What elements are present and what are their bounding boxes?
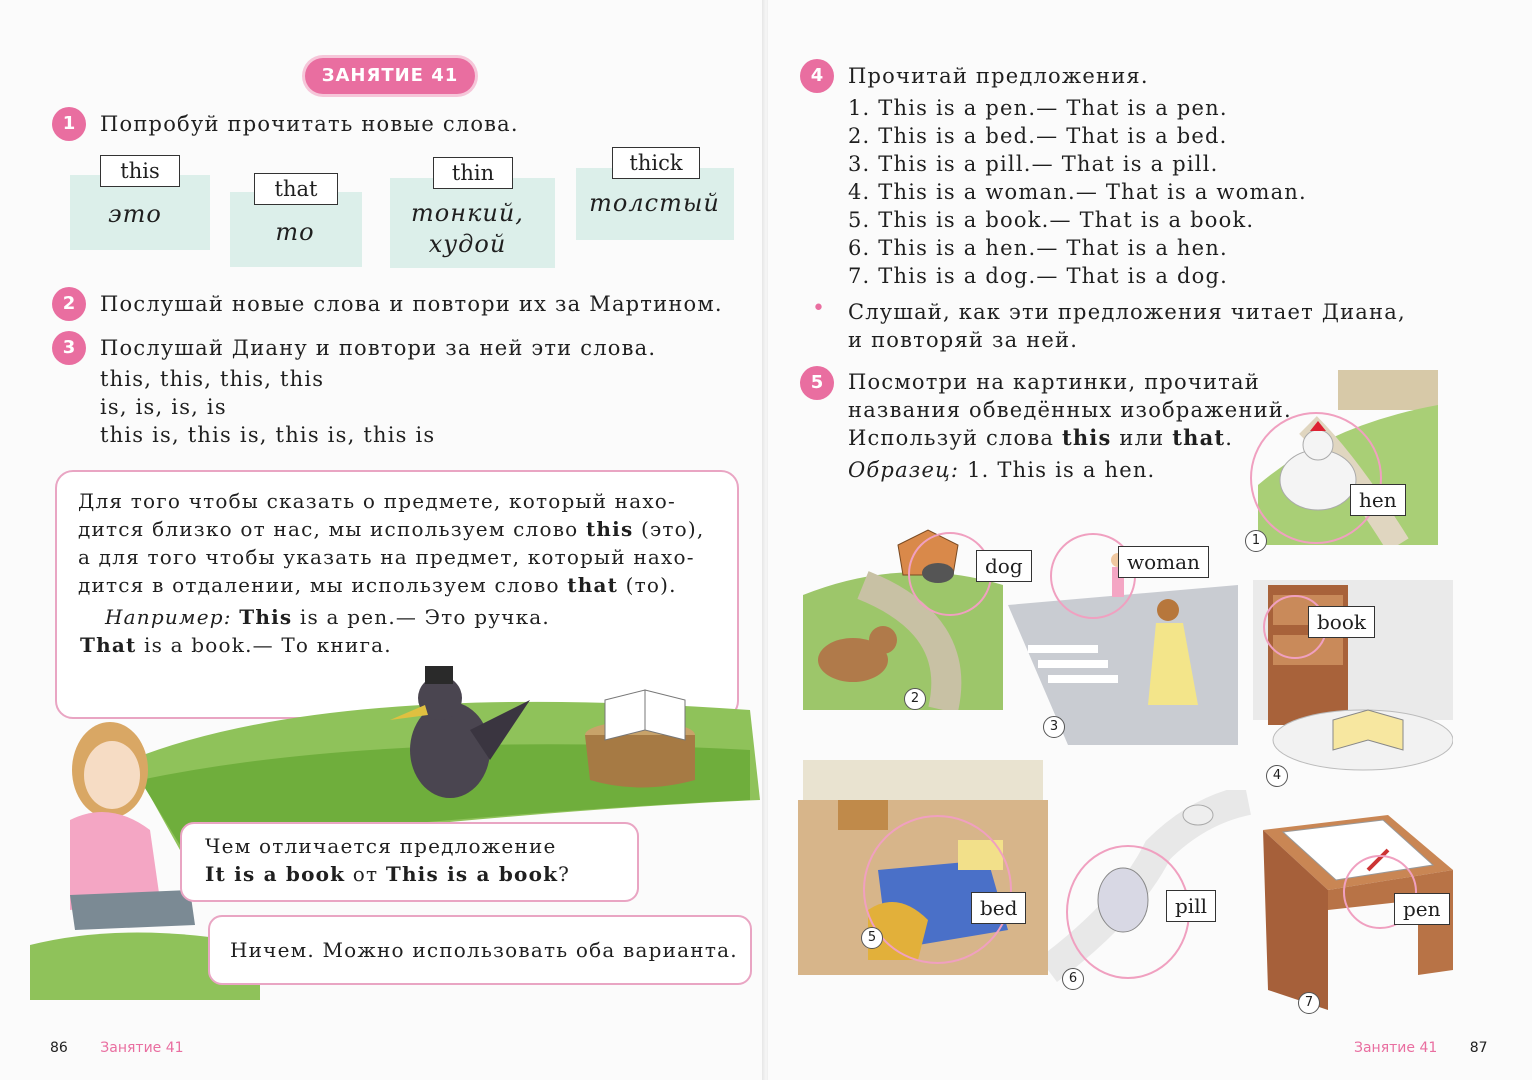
sentence-7: 7. This is a dog.— That is a dog.	[848, 264, 1228, 288]
picture-number-1: 1	[1245, 530, 1267, 552]
sentence-1: 1. This is a pen.— That is a pen.	[848, 96, 1228, 120]
picture-number-4: 4	[1266, 765, 1288, 787]
picture-number-2: 2	[904, 688, 926, 710]
label-pen: pen	[1394, 893, 1450, 925]
exercise-1-instruction: Попробуй прочитать новые слова.	[100, 112, 519, 136]
lesson-header: ЗАНЯТИЕ 41	[305, 58, 475, 94]
left-footer	[50, 1040, 184, 1056]
footer-lesson: Занятие 41	[100, 1040, 184, 1056]
picture-number-5: 5	[861, 927, 883, 949]
translation-thin-2: худой	[428, 230, 507, 258]
rule-example-2: That is a book.— То книга.	[80, 633, 392, 657]
label-woman: woman	[1118, 546, 1209, 578]
exercise-3-line-1: this, this, this, this	[100, 367, 325, 391]
exercise-5-line-1: Посмотри на картинки, прочитай	[848, 370, 1260, 394]
highlight-circle-hen	[1250, 412, 1382, 544]
exercise-2-number: 2	[52, 287, 86, 321]
picture-number-3: 3	[1043, 716, 1065, 738]
translation-this: это	[108, 200, 162, 228]
listen-line-2: и повторяй за ней.	[848, 328, 1079, 352]
exercise-5-sample: Образец: 1. This is a hen.	[848, 458, 1156, 482]
exercise-3-line-2: is, is, is, is	[100, 395, 227, 419]
question-line-1: Чем отличается предложение	[205, 834, 557, 858]
answer-text: Ничем. Можно использовать оба варианта.	[230, 938, 738, 962]
right-footer	[1354, 1040, 1488, 1056]
rule-line-3: а для того чтобы указать на предмет, который нахо-	[78, 545, 695, 569]
rule-line-1: Для того чтобы сказать о предмете, который нахо-	[78, 489, 677, 513]
bullet-icon: •	[812, 296, 825, 321]
exercise-4-number: 4	[800, 59, 834, 93]
exercise-3-instruction: Послушай Диану и повтори за ней эти слова.	[100, 336, 657, 360]
page-number: 86	[50, 1040, 68, 1056]
exercise-3-line-3: this is, this is, this is, this is	[100, 423, 436, 447]
sentence-4: 4. This is a woman.— That is a woman.	[848, 180, 1307, 204]
exercise-4-instruction: Прочитай предложения.	[848, 64, 1149, 88]
rule-line-4: дится в отдалении, мы используем слово that (то).	[78, 573, 677, 597]
exercise-5-number: 5	[800, 366, 834, 400]
right-page	[768, 0, 1532, 1080]
picture-number-7: 7	[1298, 992, 1320, 1014]
sentence-2: 2. This is a bed.— That is a bed.	[848, 124, 1228, 148]
page-number: 87	[1469, 1040, 1488, 1056]
translation-that: то	[275, 218, 315, 246]
question-line-2: It is a book от This is a book?	[205, 862, 571, 886]
translation-thin-1: тонкий,	[411, 199, 524, 227]
label-book: book	[1308, 606, 1375, 638]
label-dog: dog	[976, 550, 1032, 582]
listen-line-1: Слушай, как эти предложения читает Диана,	[848, 300, 1406, 324]
sentence-5: 5. This is a book.— That is a book.	[848, 208, 1255, 232]
label-bed: bed	[971, 892, 1026, 924]
highlight-circle-bed	[863, 815, 1012, 964]
exercise-5-line-2: названия обведённых изображений.	[848, 398, 1292, 422]
exercise-1-number: 1	[52, 107, 86, 141]
sentence-3: 3. This is a pill.— That is a pill.	[848, 152, 1219, 176]
label-pill: pill	[1166, 890, 1216, 922]
translation-thick: толстый	[589, 189, 720, 217]
rule-example-1: Например: This is a pen.— Это ручка.	[105, 605, 550, 629]
footer-lesson: Занятие 41	[1354, 1040, 1438, 1056]
word-that: that	[254, 173, 338, 205]
label-hen: hen	[1350, 484, 1406, 516]
picture-number-6: 6	[1062, 968, 1084, 990]
word-this: this	[100, 155, 180, 187]
left-page	[0, 0, 764, 1080]
word-thick: thick	[612, 147, 700, 179]
rule-line-2: дится близко от нас, мы используем слово this (это),	[78, 517, 705, 541]
exercise-2-instruction: Послушай новые слова и повтори их за Мартином.	[100, 292, 723, 316]
sentence-6: 6. This is a hen.— That is a hen.	[848, 236, 1228, 260]
exercise-5-line-3: Используй слова this или that.	[848, 425, 1234, 450]
word-thin: thin	[433, 157, 513, 189]
exercise-3-number: 3	[52, 331, 86, 365]
